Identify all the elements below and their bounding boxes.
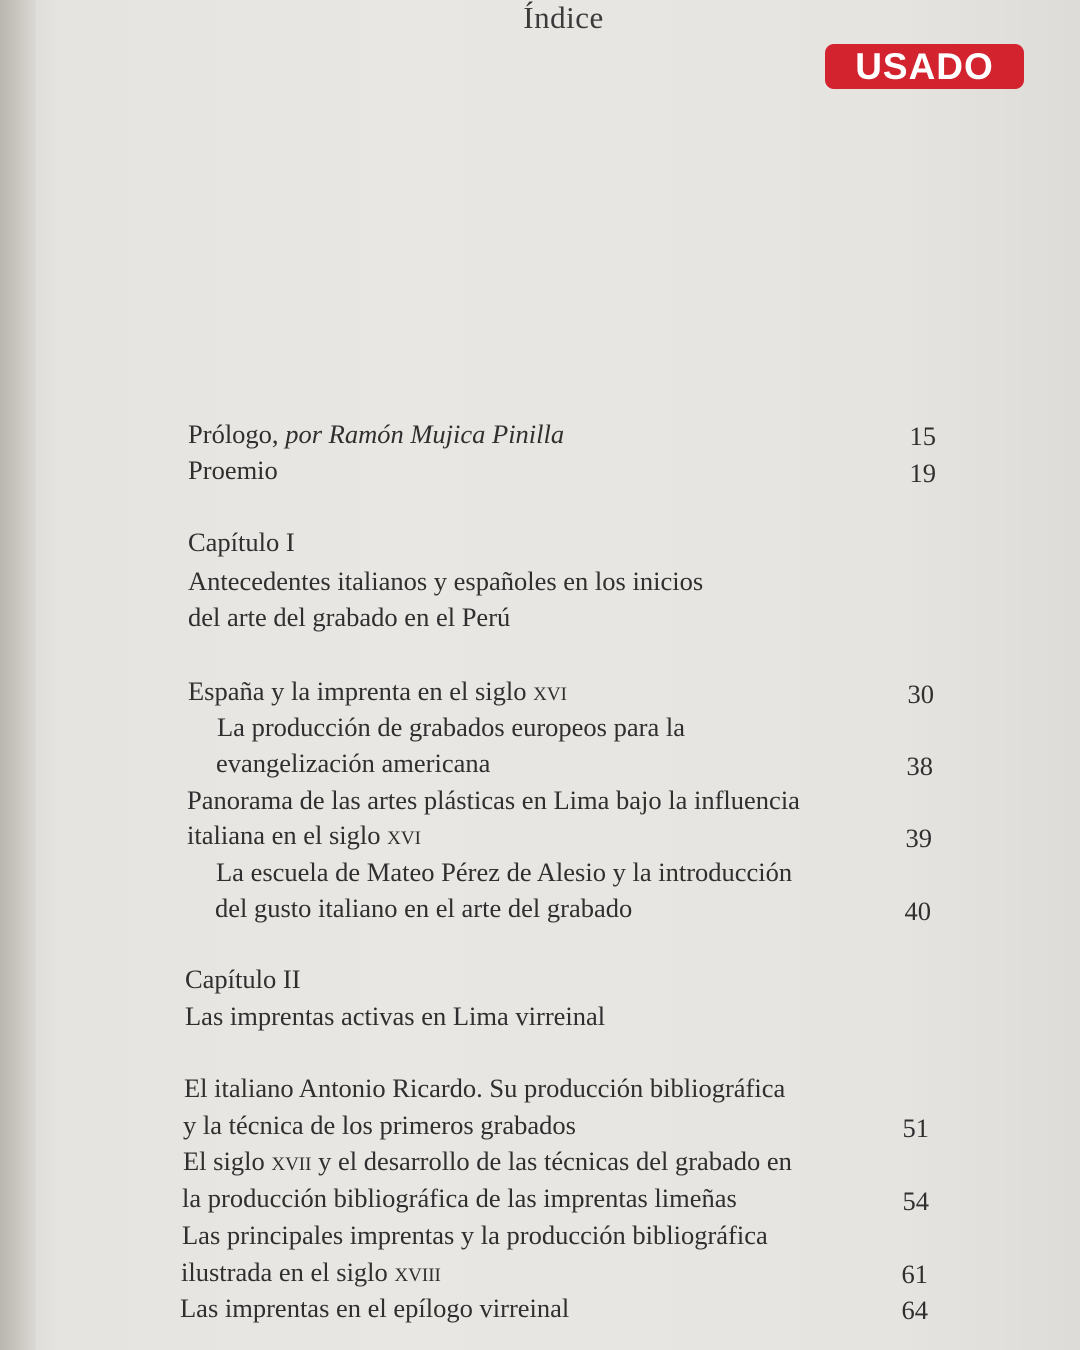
toc-page-number: 54 [902, 1186, 929, 1216]
toc-entry-prologo: Prólogo, por Ramón Mujica Pinilla [188, 419, 565, 449]
toc-subentry: La producción de grabados europeos para la [217, 712, 685, 742]
toc-entry: Las imprentas en el epílogo virreinal [180, 1293, 570, 1323]
toc-entry: España y la imprenta en el siglo xvi [188, 676, 567, 706]
toc-page-number: 19 [909, 458, 936, 488]
toc-entry: y la técnica de los primeros grabados [183, 1110, 576, 1140]
toc-page-number: 38 [906, 751, 933, 781]
toc-page-number: 15 [909, 421, 936, 451]
toc-entry: Las principales imprentas y la producción bibliográfica [182, 1220, 768, 1250]
toc-chapter-title: Antecedentes italianos y españoles en los inicios [188, 566, 704, 596]
used-badge: USADO [825, 44, 1024, 89]
page-title: Índice [523, 0, 604, 35]
toc-page-number: 51 [902, 1113, 929, 1143]
toc-entry: la producción bibliográfica de las imprentas limeñas [182, 1183, 737, 1213]
toc-page-number: 30 [907, 679, 934, 709]
toc-subentry: evangelización americana [216, 748, 491, 778]
toc-entry-proemio: Proemio [188, 455, 278, 485]
toc-chapter-title: Las imprentas activas en Lima virreinal [185, 1001, 606, 1031]
toc-subentry: La escuela de Mateo Pérez de Alesio y la introducción [216, 857, 793, 887]
toc-chapter-title: del arte del grabado en el Perú [188, 602, 511, 632]
toc-page-number: 64 [901, 1295, 928, 1325]
toc-page-number: 40 [904, 896, 931, 926]
book-binding [0, 0, 36, 1350]
toc-page-number: 39 [905, 823, 932, 853]
toc-entry: El italiano Antonio Ricardo. Su producción bibliográfica [184, 1073, 786, 1103]
toc-entry: italiana en el siglo xvi [187, 820, 421, 850]
toc-entry: Panorama de las artes plásticas en Lima bajo la influencia [187, 785, 800, 815]
toc-entry: El siglo xvii y el desarrollo de las técnicas del grabado en [183, 1146, 792, 1176]
toc-chapter-heading: Capítulo II [185, 964, 301, 994]
toc-chapter-heading: Capítulo I [188, 527, 295, 557]
toc-page-number: 61 [901, 1259, 928, 1289]
toc-entry: ilustrada en el siglo xviii [181, 1257, 441, 1287]
toc-subentry: del gusto italiano en el arte del grabado [215, 893, 633, 923]
